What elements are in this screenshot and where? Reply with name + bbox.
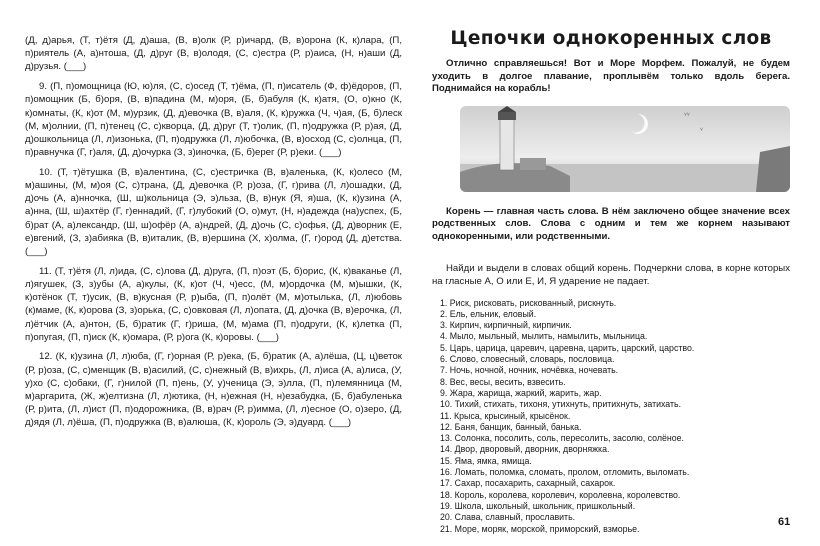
right-page	[432, 28, 790, 535]
list-item: 8. Вес, весы, весить, взвесить.	[440, 376, 566, 387]
list-item: 11. Крыса, крысиный, крысёнок.	[440, 410, 571, 421]
lighthouse-illustration	[460, 106, 790, 192]
list-item: 13. Солонка, посолить, соль, пересолить, засолю, солёное.	[440, 433, 684, 444]
left-page	[25, 34, 402, 436]
list-item: 5. Царь, царица, царевич, царевна, царить, царский, царство.	[440, 342, 695, 353]
list-item: 18. Король, королева, королевич, королевна, королевство.	[440, 489, 681, 500]
list-item: 4. Мыло, мыльный, мылить, намылить, мыльница.	[440, 331, 648, 342]
page-number: 61	[778, 516, 791, 528]
list-item: 3. Кирпич, кирпичный, кирпичик.	[440, 320, 572, 331]
svg-text:˅: ˅	[700, 126, 703, 133]
root-definition: Корень — главная часть слова. В нём заключено общее значение всех родственных слов. Слова с одним и тем же корнем называют однокоренными, или родственными.	[432, 205, 790, 242]
list-item: 7. Ночь, ночной, ночник, ночёвка, ночевать.	[440, 365, 619, 376]
list-item: 21. Море, моряк, морской, приморский, взморье.	[440, 523, 640, 534]
list-item: 6. Слово, словесный, словарь, пословица.	[440, 354, 615, 365]
word-list	[432, 298, 790, 535]
exercise-12: 12. (К, к)узина (Л, л)юба, (Г, г)орная (Р, р)ека, (Б, б)ратик (А, а)лёша, (Ц, ц)веток (Р, р)оза, (С, с)менщик (В, в)асилий, (С, с)нежный (В, в)ихрь, (Л, л)иса (А, а)лиса, (У, у)хо (С, с)обаки, (Г, г)нилой (П, п)ень, (У, у)ченица (Э, э)лла, (П, п)лемянница (М, м)аргарита, (Ж, ж)елтизна (Л, л)ютика, (Н, н)ежная (Н, н)езабудка, (Б, б)абуленька (Р, р)ита, (Л, л)ист (П, п)одорожника, (В, в)рач (Р, р)имма, (Л, л)есное (О, о)зеро, (Д, д)ядя (Л, л)ёша, (П, п)одружка (В, в)алюша, (К, к)ороль (Э, э)дуард. (___)	[25, 351, 402, 429]
page-title: Цепочки однокоренных слов	[450, 28, 772, 49]
exercise-9: 9. (П, п)омощница (Ю, ю)ля, (С, с)осед (Т, т)ёма, (П, п)исатель (Ф, ф)ёдоров, (П, п)омощник (Б, б)оря, (В, в)падина (М, м)оря, (Б, б)абуля (К, к)атя, (О, о)кно (К, к)омнаты, (К, к)от (М, м)урзик, (Д, д)евочка (В, в)аля, (К, к)ружка (Ч, ч)ая, (Б, б)леск (М, м)олнии, (П, п)тенец (С, с)кворца, (Д, д)руг (Т, т)олик, (П, п)одружка (Р, р)ая, (Д, д)ошкольница (Л, л)изонька, (П, п)одружка (Л, л)юбочка, (В, в)осход (С, с)олнца, (П, п)равнучка (Г, г)аля, (Д, д)очурка (З, з)иночка, (Б, б)ерег (Р, р)еки. (___)	[25, 81, 402, 159]
svg-text:˅˅: ˅˅	[684, 111, 690, 118]
list-item: 10. Тихий, стихать, тихоня, утихнуть, притихнуть, затихать.	[440, 399, 682, 410]
exercise-8-end: (Д, д)арья, (Т, т)ётя (Д, д)аша, (В, в)олк (Р, р)ичард, (В, в)орона (К, к)лара, (П, п)риятель (А, а)нтоша, (Д, д)руг (В, в)олодя, (С, с)естра (Р, р)аиса, (Н, н)аши (Д, д)рузья. (___)	[25, 35, 402, 73]
list-item: 9. Жара, жарища, жаркий, жарить, жар.	[440, 387, 602, 398]
list-item: 12. Баня, банщик, банный, банька.	[440, 421, 582, 432]
list-item: 19. Школа, школьный, школьник, пришкольный.	[440, 500, 636, 511]
exercise-11: 11. (Т, т)ётя (Л, л)ида, (С, с)лова (Д, д)руга, (П, п)оэт (Б, б)орис, (К, к)ваканье (Л, л)ягушек, (З, з)убы (А, а)кулы, (К, к)от (Ч, ч)есс, (М, м)ордочка (М, м)ышки, (К, к)отёнок (Т, т)усик, (В, в)кусная (Р, р)ыба, (П, п)олёт (М, м)отылька, (Л, л)юбовь (к)маме, (К, к)орова (З, з)орька, (С, с)овковая (Л, л)опата, (Д, д)очка (В, в)ерочка, (Л, л)ётчик (А, а)нтон, (Б, б)ратик (Г, г)риша, (М, м)ама (П, п)одруги, (К, к)летка (П, п)опугая, (П, п)иск (К, к)омара, (Р, р)ога (К, к)оровы. (___)	[25, 265, 402, 343]
list-item: 17. Сахар, посахарить, сахарный, сахарок.	[440, 478, 616, 489]
exercise-10: 10. (Т, т)ётушка (В, в)алентина, (С, с)естричка (В, в)аленька, (К, к)олесо (М, м)ашины, (М, м)оя (С, с)трана, (Д, д)евочка (Р, р)оза, (Г, г)рива (Л, л)ошадки, (Д, д)очь (А, а)нночка, (Ш, ш)кольница (Э, э)льза, (В, в)нук (Я, я)ша, (К, к)узина (А, а)нна, (Ш, ш)ахтёр (Г, г)еннадий, (Г, г)лубокий (О, о)мут, (Н, н)адежда (на)успех, (Б, б)рат (А, а)лександр, (Ш, ш)офёр (А, а)ндрей, (Д, д)очь (С, с)офья, (Д, д)ворник (Е, е)вгений, (З, з)абияка (В, в)италик, (В, в)ершина (Х, х)олма, (Г, г)ород (Д, д)етства. (___)	[25, 166, 402, 258]
list-item: 2. Ель, ельник, еловый.	[440, 308, 537, 319]
list-item: 15. Яма, ямка, ямища.	[440, 455, 532, 466]
list-item: 16. Ломать, поломка, сломать, пролом, отломить, выломать.	[440, 467, 690, 478]
task-instruction: Найди и выдели в словах общий корень. Подчеркни слова, в корне которых на гласные А, О или Е, И, Я ударение не падает.	[432, 262, 790, 287]
list-item: 14. Двор, дворовый, дворник, дворняжка.	[440, 444, 610, 455]
list-item: 1. Риск, рисковать, рискованный, рискнуть.	[440, 297, 617, 308]
list-item: 20. Слава, славный, прославить.	[440, 512, 576, 523]
intro-text: Отлично справляешься! Вот и Море Морфем. Пожалуй, не будем уходить в долгое плавание, проплывём только вдоль берега. Поднимайся на корабль!	[432, 58, 790, 95]
